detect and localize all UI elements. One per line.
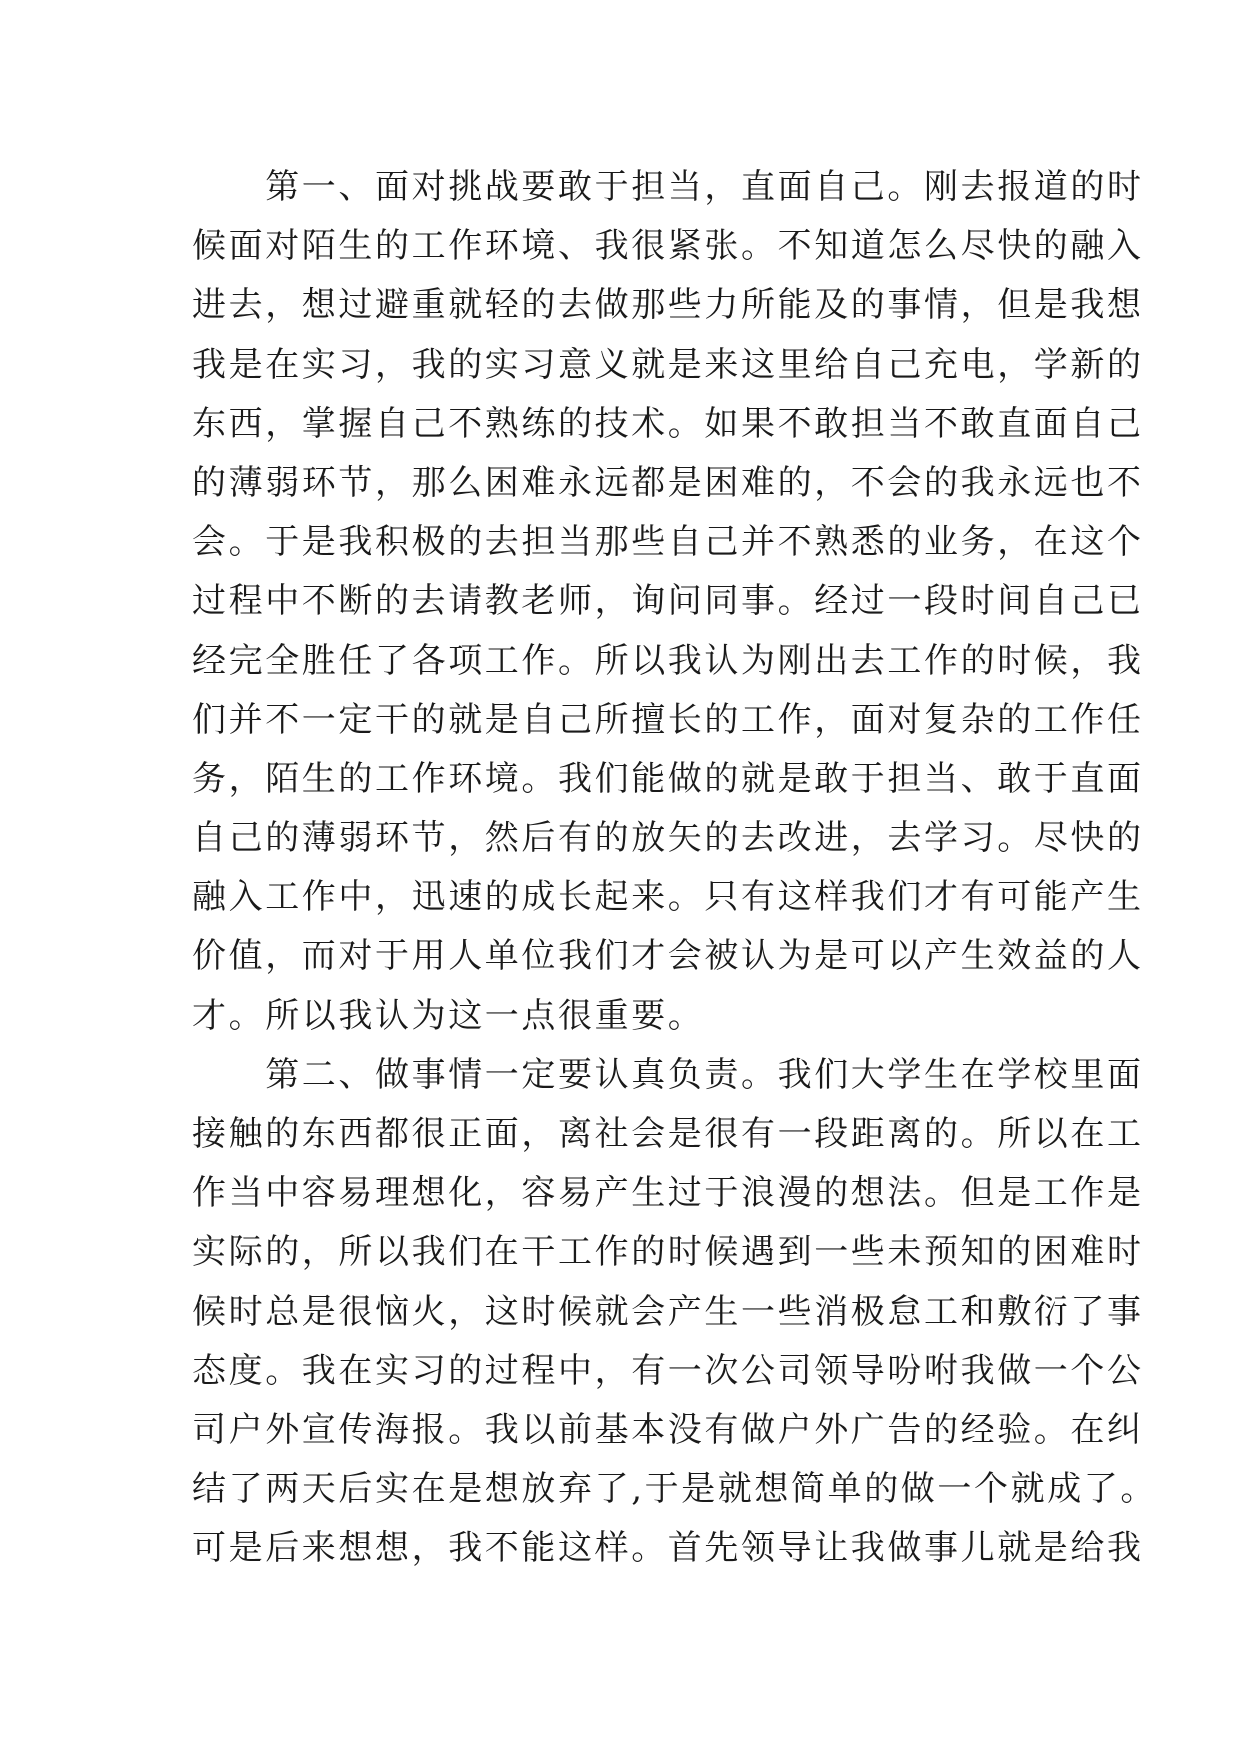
text-line: 自己的薄弱环节，然后有的放矢的去改进，去学习。尽快的 — [192, 818, 1144, 859]
text-line: 们并不一定干的就是自己所擅长的工作，面对复杂的工作任 — [192, 699, 1144, 740]
paragraph-1 — [192, 158, 1144, 1046]
text-line: 结了两天后实在是想放弃了,于是就想简单的做一个就成了。 — [192, 1469, 1158, 1510]
text-line: 我是在实习，我的实习意义就是来这里给自己充电，学新的 — [192, 344, 1144, 385]
text-line: 务，陌生的工作环境。我们能做的就是敢于担当、敢于直面 — [192, 758, 1144, 799]
text-line: 东西，掌握自己不熟练的技术。如果不敢担当不敢直面自己 — [192, 403, 1144, 444]
text-line: 价值，而对于用人单位我们才会被认为是可以产生效益的人 — [192, 936, 1144, 977]
text-line: 进去，想过避重就轻的去做那些力所能及的事情，但是我想 — [192, 285, 1144, 326]
text-line: 接触的东西都很正面，离社会是很有一段距离的。所以在工 — [192, 1114, 1144, 1154]
text-line: 实际的，所以我们在干工作的时候遇到一些未预知的困难时 — [192, 1232, 1144, 1273]
paragraph-2 — [192, 1046, 1158, 1579]
text-line: 融入工作中，迅速的成长起来。只有这样我们才有可能产生 — [192, 877, 1144, 918]
text-line: 过程中不断的去请教老师，询问同事。经过一段时间自己已 — [192, 581, 1144, 622]
text-line: 态度。我在实习的过程中，有一次公司领导吩咐我做一个公 — [192, 1350, 1144, 1391]
text-line: 才。所以我认为这一点很重要。 — [192, 995, 705, 1036]
text-line: 的薄弱环节，那么困难永远都是困难的，不会的我永远也不 — [192, 462, 1144, 503]
text-line: 第一、面对挑战要敢于担当，直面自己。刚去报道的时 — [192, 167, 1144, 207]
text-line: 司户外宣传海报。我以前基本没有做户外广告的经验。在纠 — [192, 1409, 1144, 1450]
text-line: 第二、做事情一定要认真负责。我们大学生在学校里面 — [192, 1054, 1144, 1095]
text-line: 候时总是很恼火，这时候就会产生一些消极怠工和敷衍了事 — [192, 1291, 1144, 1332]
text-line: 会。于是我积极的去担当那些自己并不熟悉的业务，在这个 — [192, 522, 1144, 563]
document-body — [192, 158, 1158, 1579]
text-line: 可是后来想想，我不能这样。首先领导让我做事儿就是给我 — [192, 1528, 1144, 1569]
text-line: 候面对陌生的工作环境、我很紧张。不知道怎么尽快的融入 — [192, 226, 1144, 267]
text-line: 经完全胜任了各项工作。所以我认为刚出去工作的时候，我 — [192, 640, 1144, 681]
text-line: 作当中容易理想化，容易产生过于浪漫的想法。但是工作是 — [192, 1173, 1144, 1214]
